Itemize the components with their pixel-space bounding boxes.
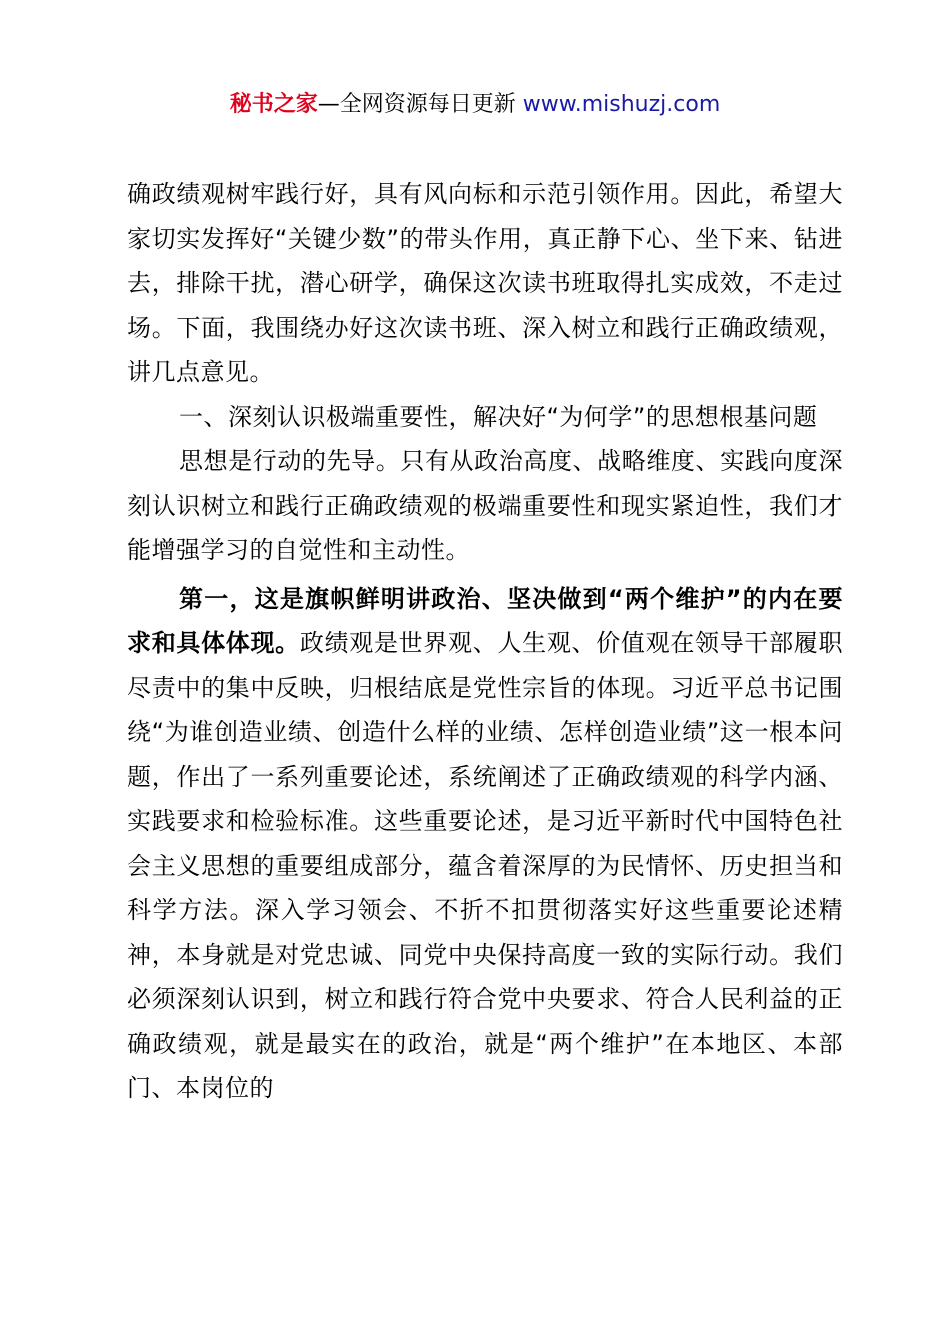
section-heading-text: 一、深刻认识极端重要性，解决好“为何学”的思想根基问题 — [179, 402, 818, 431]
paragraph-lead-sentence: 第一，这是旗帜鲜明讲政治、坚决做到“两个维护”的内在要求和具体体现。 — [127, 584, 843, 657]
paragraph-text: 思想是行动的先导。只有从政治高度、战略维度、实践向度深刻认识树立和践行正确政绩观的极端重要性和现实紧迫性，我们才能增强学习的自觉性和主动性。 — [127, 447, 843, 564]
paragraph — [127, 439, 843, 573]
brand-name: 秘书之家 — [229, 92, 318, 117]
paragraph-text: 确政绩观树牢践行好，具有风向标和示范引领作用。因此，希望大家切实发挥好“关键少数”的带头作用，真正静下心、坐下来、钻进去，排除干扰，潜心研学，确保这次读书班取得扎实成效，不走过场。下面，我围绕办好这次读书班、深入树立和践行正确政绩观，讲几点意见。 — [127, 180, 843, 386]
site-header — [0, 88, 950, 122]
section-heading — [127, 395, 843, 440]
paragraph — [127, 577, 843, 1111]
document-body — [127, 172, 843, 1111]
site-url-link[interactable]: www.mishuzj.com — [522, 92, 721, 117]
paragraph — [127, 172, 843, 395]
paragraph-text: 政绩观是世界观、人生观、价值观在领导干部履职尽责中的集中反映，归根结底是党性宗旨的体现。习近平总书记围绕“为谁创造业绩、创造什么样的业绩、怎样创造业绩”这一根本问题，作出了一系列重要论述，系统阐述了正确政绩观的科学内涵、实践要求和检验标准。这些重要论述，是习近平新时代中国特色社会主义思想的重要组成部分，蕴含着深厚的为民情怀、历史担当和科学方法。深入学习领会、不折不扣贯彻落实好这些重要论述精神，本身就是对党忠诚、同党中央保持高度一致的实际行动。我们必须深刻认识到，树立和践行符合党中央要求、符合人民利益的正确政绩观，就是最实在的政治，就是“两个维护”在本地区、本部门、本岗位的 — [127, 629, 843, 1102]
header-tagline: —全网资源每日更新 — [317, 92, 523, 117]
